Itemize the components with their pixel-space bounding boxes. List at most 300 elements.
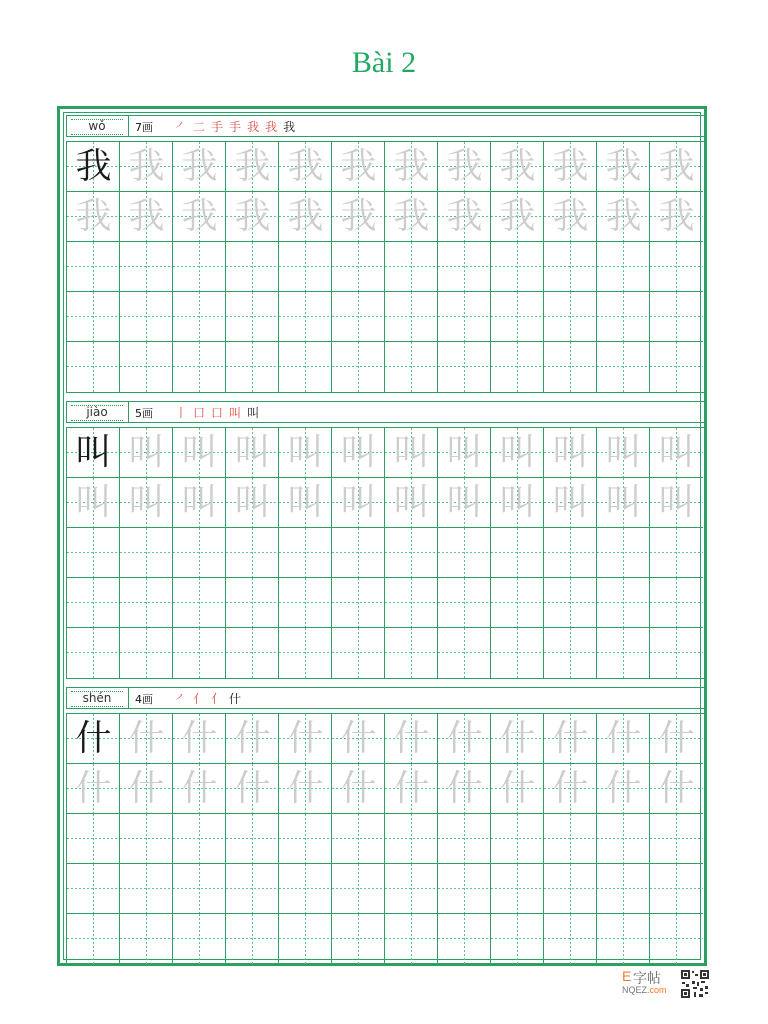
grid-cell[interactable] — [597, 814, 650, 864]
grid-cell[interactable] — [597, 578, 650, 628]
grid-cell[interactable] — [438, 142, 491, 192]
trace-character: 什 — [499, 768, 536, 809]
writing-grid — [66, 427, 706, 679]
grid-cell[interactable] — [491, 628, 544, 678]
grid-cell[interactable] — [332, 292, 385, 342]
stroke-count-label: 4画 — [135, 693, 153, 706]
grid-cell[interactable] — [226, 764, 279, 814]
grid-cell[interactable] — [173, 192, 226, 242]
stroke-step: 叫 — [229, 406, 242, 420]
pinyin-box — [71, 119, 123, 135]
grid-cell[interactable] — [491, 914, 544, 964]
grid-cell[interactable] — [650, 292, 703, 342]
trace-character: 我 — [499, 196, 536, 237]
grid-cell[interactable] — [650, 864, 703, 914]
grid-cell[interactable] — [279, 242, 332, 292]
grid-cell[interactable] — [491, 242, 544, 292]
stroke-order-sequence — [175, 404, 265, 421]
grid-cell[interactable] — [120, 628, 173, 678]
trace-character: 我 — [234, 146, 271, 187]
grid-cell[interactable] — [385, 764, 438, 814]
trace-character: 我 — [340, 196, 377, 237]
stroke-step: ㇒ — [175, 692, 188, 706]
stroke-step: 丨 — [175, 406, 188, 420]
grid-cell[interactable] — [173, 342, 226, 392]
trace-character: 我 — [605, 146, 642, 187]
grid-cell[interactable] — [67, 914, 120, 964]
trace-character: 叫 — [658, 482, 695, 523]
trace-character: 叫 — [446, 482, 483, 523]
grid-cell[interactable] — [597, 628, 650, 678]
grid-cell[interactable] — [438, 628, 491, 678]
grid-cell[interactable] — [173, 864, 226, 914]
grid-cell[interactable] — [173, 528, 226, 578]
grid-cell[interactable] — [279, 192, 332, 242]
grid-cell[interactable] — [385, 914, 438, 964]
grid-cell[interactable] — [226, 292, 279, 342]
trace-character: 叫 — [393, 432, 430, 473]
trace-character: 叫 — [181, 482, 218, 523]
trace-character: 我 — [552, 196, 589, 237]
grid-cell[interactable] — [438, 578, 491, 628]
qr-code-icon — [680, 969, 710, 999]
grid-cell[interactable] — [385, 814, 438, 864]
trace-character: 叫 — [287, 482, 324, 523]
stroke-step: 亻 — [211, 692, 224, 706]
grid-cell[interactable] — [120, 528, 173, 578]
character-block — [66, 115, 706, 393]
trace-character: 我 — [499, 146, 536, 187]
grid-cell[interactable] — [226, 528, 279, 578]
grid-cell[interactable] — [544, 814, 597, 864]
grid-cell[interactable] — [544, 478, 597, 528]
grid-cell[interactable] — [650, 428, 703, 478]
grid-cell[interactable] — [173, 814, 226, 864]
grid-cell[interactable] — [173, 914, 226, 964]
trace-character: 什 — [234, 718, 271, 759]
grid-cell[interactable] — [173, 714, 226, 764]
grid-cell[interactable] — [332, 192, 385, 242]
trace-character: 我 — [181, 196, 218, 237]
grid-cell[interactable] — [438, 292, 491, 342]
grid-cell[interactable] — [173, 292, 226, 342]
grid-cell[interactable] — [120, 142, 173, 192]
grid-cell[interactable] — [173, 764, 226, 814]
header-divider — [128, 688, 129, 708]
grid-cell[interactable] — [226, 628, 279, 678]
grid-cell[interactable] — [332, 628, 385, 678]
trace-character: 什 — [340, 718, 377, 759]
trace-character: 什 — [446, 768, 483, 809]
grid-cell[interactable] — [279, 864, 332, 914]
header-divider — [128, 116, 129, 136]
stroke-step: ㇒ — [175, 120, 188, 134]
trace-character: 什 — [605, 718, 642, 759]
logo-domain: NQEZ. — [622, 985, 650, 995]
grid-cell[interactable] — [491, 814, 544, 864]
grid-cell[interactable] — [120, 292, 173, 342]
trace-character: 什 — [128, 768, 165, 809]
trace-character: 叫 — [605, 432, 642, 473]
writing-grid — [66, 141, 706, 393]
stroke-step: 我 — [283, 120, 296, 134]
grid-cell[interactable] — [279, 764, 332, 814]
grid-cell[interactable] — [597, 864, 650, 914]
stroke-step: 手 — [229, 120, 242, 134]
stroke-step: 叫 — [247, 406, 260, 420]
grid-cell[interactable] — [67, 578, 120, 628]
trace-character: 叫 — [499, 482, 536, 523]
grid-cell[interactable] — [120, 714, 173, 764]
pinyin-box — [71, 405, 123, 421]
grid-cell[interactable] — [173, 142, 226, 192]
grid-cell[interactable] — [279, 342, 332, 392]
grid-cell[interactable] — [650, 342, 703, 392]
grid-cell[interactable] — [544, 764, 597, 814]
trace-character: 我 — [658, 146, 695, 187]
grid-cell[interactable] — [544, 714, 597, 764]
grid-cell[interactable] — [650, 578, 703, 628]
grid-cell[interactable] — [120, 342, 173, 392]
grid-cell[interactable] — [67, 864, 120, 914]
grid-cell[interactable] — [650, 528, 703, 578]
grid-cell[interactable] — [120, 478, 173, 528]
trace-character: 叫 — [340, 482, 377, 523]
brand-logo — [622, 968, 714, 1000]
grid-cell[interactable] — [491, 764, 544, 814]
trace-character: 什 — [499, 718, 536, 759]
grid-cell[interactable] — [491, 714, 544, 764]
trace-character: 叫 — [234, 482, 271, 523]
grid-cell[interactable] — [67, 142, 120, 192]
grid-cell[interactable] — [597, 528, 650, 578]
grid-cell[interactable] — [67, 814, 120, 864]
grid-cell[interactable] — [385, 342, 438, 392]
grid-cell[interactable] — [650, 628, 703, 678]
grid-cell[interactable] — [332, 864, 385, 914]
trace-character: 什 — [446, 718, 483, 759]
grid-cell[interactable] — [650, 192, 703, 242]
grid-cell[interactable] — [279, 578, 332, 628]
model-character: 叫 — [75, 432, 112, 473]
grid-cell[interactable] — [67, 478, 120, 528]
stroke-step: 我 — [247, 120, 260, 134]
grid-cell[interactable] — [491, 192, 544, 242]
character-header — [66, 401, 706, 423]
grid-cell[interactable] — [226, 478, 279, 528]
grid-cell[interactable] — [67, 192, 120, 242]
header-divider — [128, 402, 129, 422]
model-character: 我 — [75, 146, 112, 187]
grid-cell[interactable] — [544, 242, 597, 292]
grid-cell[interactable] — [491, 428, 544, 478]
grid-cell[interactable] — [332, 242, 385, 292]
grid-cell[interactable] — [279, 714, 332, 764]
grid-cell[interactable] — [67, 428, 120, 478]
grid-cell[interactable] — [650, 764, 703, 814]
grid-cell[interactable] — [385, 142, 438, 192]
trace-character: 叫 — [181, 432, 218, 473]
grid-cell[interactable] — [120, 914, 173, 964]
grid-cell[interactable] — [650, 478, 703, 528]
grid-cell[interactable] — [173, 578, 226, 628]
grid-cell[interactable] — [332, 528, 385, 578]
grid-cell[interactable] — [650, 242, 703, 292]
grid-cell[interactable] — [544, 528, 597, 578]
page-title: Bài 2 — [351, 46, 417, 79]
stroke-step: 什 — [229, 692, 242, 706]
grid-cell[interactable] — [173, 242, 226, 292]
stroke-order-sequence — [175, 118, 301, 135]
grid-cell[interactable] — [332, 714, 385, 764]
trace-character: 我 — [128, 196, 165, 237]
grid-cell[interactable] — [491, 292, 544, 342]
stroke-count-label: 7画 — [135, 121, 153, 134]
grid-cell[interactable] — [120, 242, 173, 292]
grid-cell[interactable] — [491, 528, 544, 578]
grid-cell[interactable] — [120, 192, 173, 242]
character-block — [66, 401, 706, 679]
stroke-count-label: 5画 — [135, 407, 153, 420]
trace-character: 我 — [393, 146, 430, 187]
trace-character: 什 — [75, 768, 112, 809]
trace-character: 什 — [605, 768, 642, 809]
grid-cell[interactable] — [650, 814, 703, 864]
grid-cell[interactable] — [332, 914, 385, 964]
stroke-order-sequence — [175, 690, 247, 707]
grid-cell[interactable] — [226, 864, 279, 914]
trace-character: 叫 — [605, 482, 642, 523]
grid-cell[interactable] — [279, 292, 332, 342]
grid-cell[interactable] — [226, 814, 279, 864]
grid-cell[interactable] — [438, 528, 491, 578]
grid-cell[interactable] — [226, 914, 279, 964]
grid-cell[interactable] — [491, 142, 544, 192]
grid-cell[interactable] — [491, 478, 544, 528]
stroke-step: 口 — [193, 406, 206, 420]
trace-character: 叫 — [446, 432, 483, 473]
grid-cell[interactable] — [67, 628, 120, 678]
trace-character: 什 — [552, 718, 589, 759]
grid-cell[interactable] — [67, 342, 120, 392]
grid-cell[interactable] — [438, 714, 491, 764]
logo-tld: com — [649, 985, 667, 995]
grid-cell[interactable] — [385, 628, 438, 678]
pinyin-label: jiào — [86, 405, 108, 419]
stroke-step: 二 — [193, 120, 206, 134]
grid-cell[interactable] — [650, 914, 703, 964]
grid-cell[interactable] — [597, 914, 650, 964]
logo-e: E — [622, 968, 632, 984]
grid-cell[interactable] — [438, 342, 491, 392]
trace-character: 叫 — [128, 432, 165, 473]
character-block — [66, 687, 706, 965]
grid-cell[interactable] — [544, 428, 597, 478]
grid-cell[interactable] — [650, 142, 703, 192]
grid-cell[interactable] — [67, 242, 120, 292]
trace-character: 什 — [552, 768, 589, 809]
grid-cell[interactable] — [279, 142, 332, 192]
grid-cell[interactable] — [279, 628, 332, 678]
grid-cell[interactable] — [385, 292, 438, 342]
character-header — [66, 115, 706, 137]
trace-character: 叫 — [393, 482, 430, 523]
trace-character: 我 — [446, 146, 483, 187]
grid-cell[interactable] — [597, 292, 650, 342]
trace-character: 叫 — [340, 432, 377, 473]
trace-character: 我 — [552, 146, 589, 187]
grid-cell[interactable] — [173, 478, 226, 528]
grid-cell[interactable] — [438, 242, 491, 292]
grid-cell[interactable] — [597, 242, 650, 292]
trace-character: 我 — [446, 196, 483, 237]
grid-cell[interactable] — [120, 814, 173, 864]
grid-cell[interactable] — [279, 528, 332, 578]
trace-character: 我 — [234, 196, 271, 237]
stroke-step: 口 — [211, 406, 224, 420]
trace-character: 叫 — [128, 482, 165, 523]
trace-character: 叫 — [658, 432, 695, 473]
trace-character: 我 — [340, 146, 377, 187]
grid-cell[interactable] — [544, 292, 597, 342]
grid-cell[interactable] — [385, 578, 438, 628]
grid-cell[interactable] — [120, 428, 173, 478]
grid-cell[interactable] — [385, 714, 438, 764]
grid-cell[interactable] — [279, 478, 332, 528]
pinyin-label: wǒ — [88, 119, 106, 133]
stroke-step: 亻 — [193, 692, 206, 706]
trace-character: 叫 — [499, 432, 536, 473]
grid-cell[interactable] — [332, 578, 385, 628]
grid-cell[interactable] — [544, 864, 597, 914]
grid-cell[interactable] — [226, 714, 279, 764]
trace-character: 什 — [287, 768, 324, 809]
grid-cell[interactable] — [438, 478, 491, 528]
trace-character: 什 — [393, 768, 430, 809]
grid-cell[interactable] — [226, 142, 279, 192]
grid-cell[interactable] — [67, 528, 120, 578]
grid-cell[interactable] — [67, 292, 120, 342]
grid-cell[interactable] — [544, 192, 597, 242]
grid-cell[interactable] — [438, 764, 491, 814]
character-header — [66, 687, 706, 709]
grid-cell[interactable] — [597, 714, 650, 764]
grid-cell[interactable] — [385, 192, 438, 242]
trace-character: 什 — [181, 768, 218, 809]
grid-cell[interactable] — [385, 864, 438, 914]
grid-cell[interactable] — [597, 428, 650, 478]
trace-character: 我 — [605, 196, 642, 237]
trace-character: 什 — [658, 768, 695, 809]
trace-character: 什 — [234, 768, 271, 809]
grid-cell[interactable] — [226, 192, 279, 242]
grid-cell[interactable] — [226, 578, 279, 628]
grid-cell[interactable] — [597, 192, 650, 242]
trace-character: 我 — [75, 196, 112, 237]
grid-cell[interactable] — [385, 528, 438, 578]
grid-cell[interactable] — [491, 342, 544, 392]
grid-cell[interactable] — [120, 578, 173, 628]
trace-character: 叫 — [552, 482, 589, 523]
grid-cell[interactable] — [226, 342, 279, 392]
grid-cell[interactable] — [438, 864, 491, 914]
trace-character: 什 — [287, 718, 324, 759]
trace-character: 我 — [181, 146, 218, 187]
grid-cell[interactable] — [332, 764, 385, 814]
grid-cell[interactable] — [544, 578, 597, 628]
practice-sheet — [57, 106, 707, 966]
logo-url — [622, 985, 667, 995]
trace-character: 我 — [287, 146, 324, 187]
grid-cell[interactable] — [597, 142, 650, 192]
grid-cell[interactable] — [226, 242, 279, 292]
grid-cell[interactable] — [67, 764, 120, 814]
logo-brand: 字帖 — [633, 971, 661, 987]
grid-cell[interactable] — [597, 764, 650, 814]
trace-character: 叫 — [287, 432, 324, 473]
grid-cell[interactable] — [67, 714, 120, 764]
trace-character: 什 — [340, 768, 377, 809]
grid-cell[interactable] — [385, 478, 438, 528]
grid-cell[interactable] — [597, 478, 650, 528]
grid-cell[interactable] — [438, 428, 491, 478]
grid-cell[interactable] — [438, 192, 491, 242]
grid-cell[interactable] — [650, 714, 703, 764]
trace-character: 我 — [658, 196, 695, 237]
pinyin-label: shén — [82, 691, 112, 705]
grid-cell[interactable] — [279, 914, 332, 964]
trace-character: 叫 — [75, 482, 112, 523]
model-character: 什 — [75, 718, 112, 759]
trace-character: 叫 — [552, 432, 589, 473]
trace-character: 我 — [128, 146, 165, 187]
trace-character: 什 — [181, 718, 218, 759]
grid-cell[interactable] — [226, 428, 279, 478]
grid-cell[interactable] — [385, 242, 438, 292]
grid-cell[interactable] — [332, 814, 385, 864]
grid-cell[interactable] — [544, 914, 597, 964]
grid-cell[interactable] — [491, 578, 544, 628]
stroke-step: 我 — [265, 120, 278, 134]
grid-cell[interactable] — [120, 864, 173, 914]
grid-cell[interactable] — [544, 628, 597, 678]
grid-cell[interactable] — [332, 142, 385, 192]
trace-character: 什 — [658, 718, 695, 759]
writing-grid — [66, 713, 706, 965]
grid-cell[interactable] — [438, 814, 491, 864]
grid-cell[interactable] — [544, 342, 597, 392]
grid-cell[interactable] — [332, 478, 385, 528]
stroke-step: 手 — [211, 120, 224, 134]
grid-cell[interactable] — [173, 628, 226, 678]
grid-cell[interactable] — [597, 342, 650, 392]
grid-cell[interactable] — [438, 914, 491, 964]
pinyin-box — [71, 691, 123, 707]
trace-character: 我 — [287, 196, 324, 237]
grid-cell[interactable] — [173, 428, 226, 478]
grid-cell[interactable] — [332, 342, 385, 392]
grid-cell[interactable] — [120, 764, 173, 814]
trace-character: 什 — [393, 718, 430, 759]
grid-cell[interactable] — [332, 428, 385, 478]
grid-cell[interactable] — [279, 428, 332, 478]
trace-character: 叫 — [234, 432, 271, 473]
grid-cell[interactable] — [491, 864, 544, 914]
grid-cell[interactable] — [385, 428, 438, 478]
trace-character: 什 — [128, 718, 165, 759]
grid-cell[interactable] — [544, 142, 597, 192]
grid-cell[interactable] — [279, 814, 332, 864]
